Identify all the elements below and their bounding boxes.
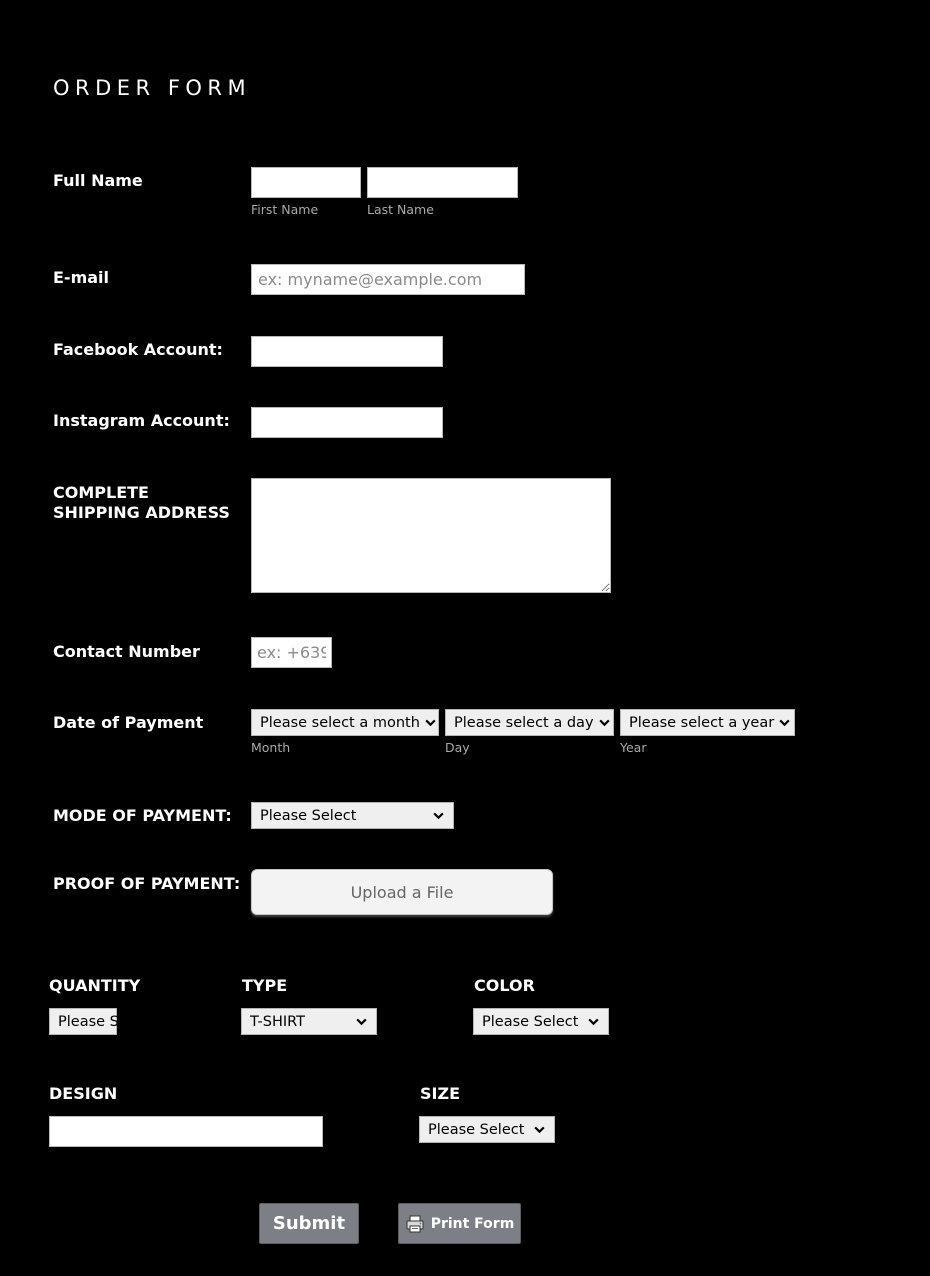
- payment-mode-label: MODE OF PAYMENT:: [53, 806, 232, 825]
- payment-mode-select-value: Please Select: [260, 807, 357, 824]
- month-sublabel: Month: [251, 740, 291, 755]
- printer-icon: [405, 1214, 425, 1234]
- address-label-line1: COMPLETE: [53, 483, 149, 502]
- chevron-down-icon: [778, 716, 791, 729]
- contact-number-input[interactable]: [251, 637, 332, 668]
- year-sublabel: Year: [620, 740, 647, 755]
- size-label: SIZE: [420, 1084, 461, 1103]
- submit-button[interactable]: Submit: [259, 1203, 359, 1244]
- proof-label: PROOF OF PAYMENT:: [53, 874, 241, 893]
- design-label: DESIGN: [49, 1084, 118, 1103]
- color-select[interactable]: [473, 1008, 609, 1035]
- design-input[interactable]: [49, 1116, 323, 1147]
- quantity-select[interactable]: [49, 1008, 155, 1035]
- email-label: E-mail: [53, 268, 110, 287]
- month-select-value: Please select a month: [260, 714, 420, 731]
- address-label-line2: SHIPPING ADDRESS: [53, 503, 230, 522]
- type-select-value: T-SHIRT: [250, 1013, 306, 1030]
- address-label: [53, 483, 230, 523]
- size-select-value: Please Select: [428, 1121, 525, 1138]
- chevron-down-icon: [533, 1123, 546, 1136]
- chevron-down-icon: [432, 809, 445, 822]
- day-select[interactable]: [445, 709, 614, 736]
- instagram-input[interactable]: [251, 407, 443, 438]
- print-form-button[interactable]: [398, 1203, 521, 1244]
- first-name-sublabel: First Name: [251, 202, 319, 217]
- year-select-value: Please select a year: [629, 714, 775, 731]
- color-label: COLOR: [474, 976, 535, 995]
- facebook-label: Facebook Account:: [53, 340, 223, 359]
- month-select[interactable]: [251, 709, 439, 736]
- last-name-input[interactable]: [367, 167, 518, 198]
- first-name-input[interactable]: [251, 167, 361, 198]
- chevron-down-icon: [587, 1015, 600, 1028]
- print-form-label: Print Form: [430, 1215, 515, 1232]
- chevron-down-icon: [158, 1015, 171, 1028]
- day-select-value: Please select a day: [454, 714, 594, 731]
- upload-file-button[interactable]: Upload a File: [251, 869, 553, 915]
- form-title: ORDER FORM: [53, 76, 252, 100]
- type-select[interactable]: [241, 1008, 377, 1035]
- full-name-label: Full Name: [53, 171, 143, 190]
- contact-label: Contact Number: [53, 642, 200, 661]
- facebook-input[interactable]: [251, 336, 443, 367]
- size-select[interactable]: [419, 1116, 555, 1143]
- shipping-address-textarea[interactable]: [251, 478, 611, 593]
- last-name-sublabel: Last Name: [367, 202, 434, 217]
- quantity-select-value: Please Select: [58, 1013, 155, 1030]
- chevron-down-icon: [355, 1015, 368, 1028]
- chevron-down-icon: [598, 716, 611, 729]
- year-select[interactable]: [620, 709, 795, 736]
- instagram-label: Instagram Account:: [53, 411, 230, 430]
- email-input[interactable]: [251, 264, 525, 295]
- color-select-value: Please Select: [482, 1013, 579, 1030]
- payment-mode-select[interactable]: [251, 802, 454, 829]
- chevron-down-icon: [424, 716, 437, 729]
- quantity-label: QUANTITY: [49, 976, 141, 995]
- payment-date-label: Date of Payment: [53, 713, 204, 732]
- type-label: TYPE: [242, 976, 288, 995]
- day-sublabel: Day: [445, 740, 470, 755]
